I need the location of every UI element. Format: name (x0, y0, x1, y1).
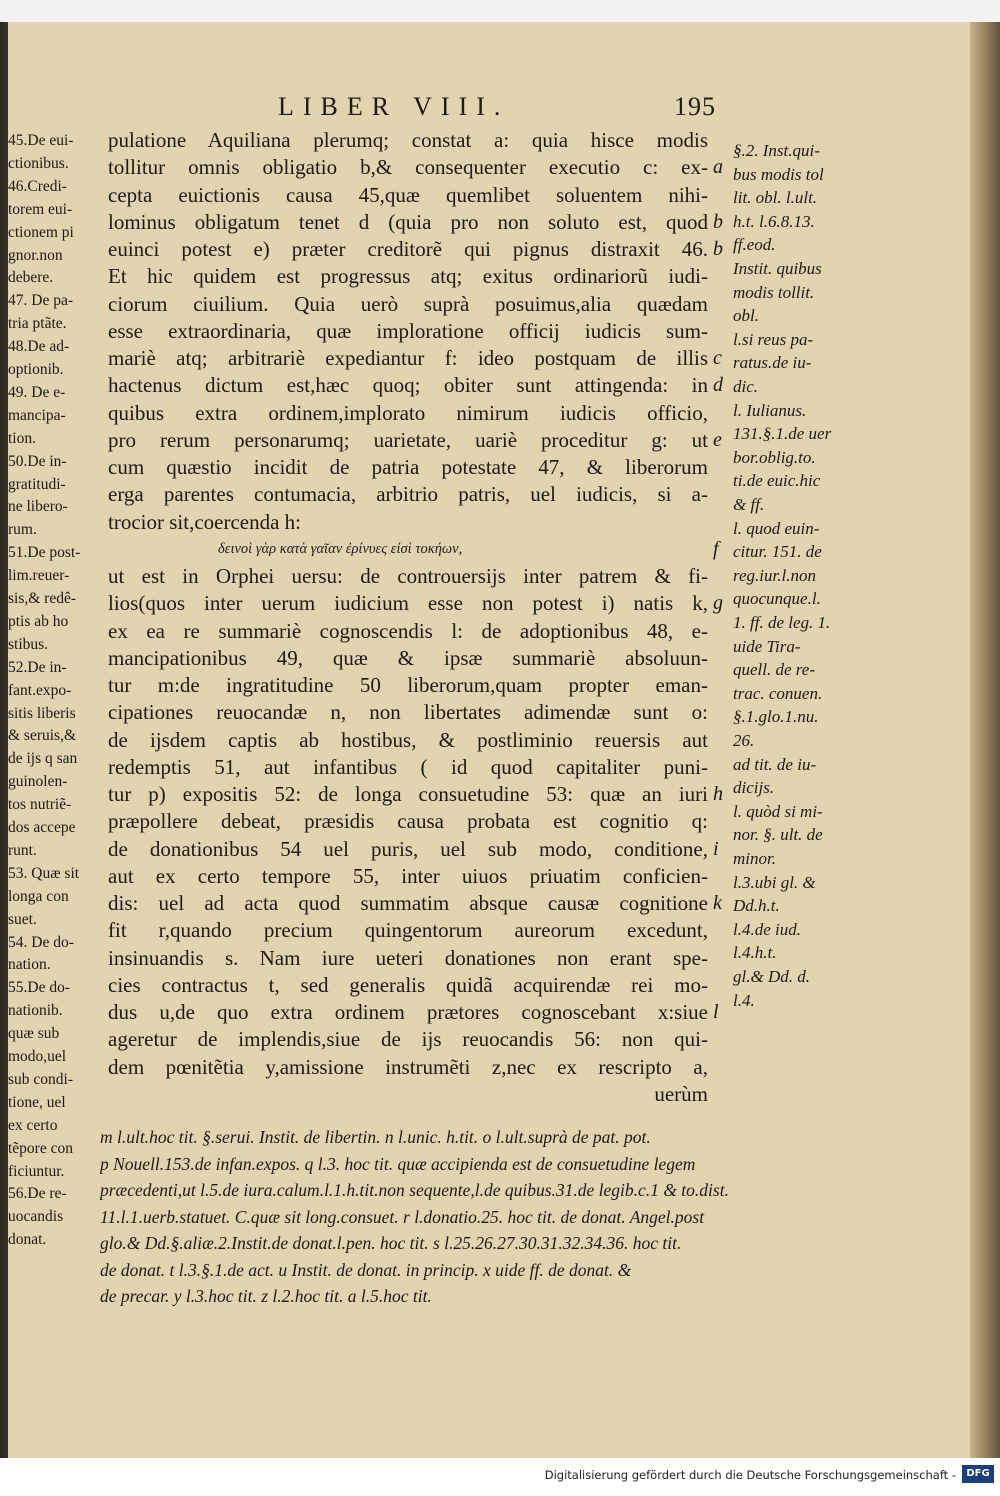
footnote-line: de donat. t l.3.§.1.de act. u Instit. de donat. in princip. x uide ff. de donat. & (100, 1259, 632, 1280)
text-line: trocior sit,coercenda h: (108, 509, 301, 534)
margin-citation-line: ad tit. de iu- (733, 754, 817, 774)
footnote-line: glo.& Dd.§.aliæ.2.Instit.de donat.l.pen. hoc tit. s l.25.26.27.30.31.32.34.36. hoc tit. (100, 1233, 682, 1253)
note-letter: b (713, 238, 723, 260)
text-line: aut ex certo tempore 55, inter uiuos priuatim conficien- (108, 863, 708, 888)
margin-note-line: gratitudi- (8, 475, 66, 493)
text-line: præpollere debeat, præsidis causa probata est cognitio q: (108, 809, 708, 834)
margin-citation-line: modis tollit. (733, 282, 815, 302)
margin-note-line: 56.De re- (8, 1185, 67, 1203)
text-line: tollitur omnis obligatio b,& consequenter executio c: ex- (108, 155, 708, 180)
text-line: insinuandis s. Nam iure ueteri donationes non erant spe- (108, 945, 708, 970)
margin-note-line: rum. (8, 521, 37, 539)
margin-citation-line: h.t. l.6.8.13. (733, 211, 815, 231)
text-line: lominus obligatum tenet d (quia pro non soluto est, quod (108, 209, 708, 234)
margin-citation-line: bor.oblig.to. (733, 447, 816, 467)
text-line: cies contractus t, sed generalis quidã acquirendæ rei mo- (108, 972, 708, 997)
margin-note-line: 45.De eui- (8, 132, 74, 149)
text-line: dus u,de quo extra ordinem prætores cognoscebant x:siue (108, 1000, 708, 1024)
margin-note-line: sis,& redê- (8, 590, 77, 607)
margin-note-line: nationib. (8, 1002, 63, 1020)
margin-note-line: & seruis,& (8, 727, 77, 745)
margin-citation-line: Instit. quibus (733, 259, 822, 278)
margin-citation-line: ti.de euic.hic (733, 471, 821, 491)
margin-note-line: ctionem pi (8, 223, 74, 241)
margin-note-line: quæ sub (8, 1025, 60, 1043)
margin-citation-line: uide Tira- (733, 636, 801, 656)
text-line: cepta euictionis causa 45,quæ quemlibet soluentem nihi- (108, 182, 708, 207)
margin-note-line: 50.De in- (8, 452, 67, 470)
margin-note-line: 47. De pa- (8, 292, 73, 310)
margin-note-line: runt. (8, 841, 37, 859)
margin-note-line: tos nutriẽ- (8, 796, 72, 814)
footnote-line: 11.l.1.uerb.statuet. C.quæ sit long.consuet. r l.donatio.25. hoc tit. de donat. Angel.post (100, 1206, 705, 1227)
margin-citation-line: reg.iur.l.non (733, 565, 816, 585)
margin-citation-line: quell. de re- (733, 660, 815, 680)
margin-citation-line: lit. obl. l.ult. (733, 188, 818, 208)
dfg-logo: DFG (962, 1465, 994, 1483)
text-line: Et hic quidem est progressus atq; exitus ordinariorũ iudi- (108, 264, 708, 289)
margin-citation-line: quocunque.l. (733, 589, 821, 609)
margin-note-line: 53. Quæ sit (8, 864, 80, 882)
text-line: dem pœnitẽtia y,amissione instrumẽti z,nec ex rescripto a, (108, 1054, 708, 1079)
margin-citation-line: 26. (733, 731, 755, 750)
margin-citation-line: l.4.de iud. (733, 919, 801, 939)
margin-note-line: suet. (8, 910, 37, 928)
margin-note-line: optionib. (8, 361, 64, 378)
note-letter: g (713, 592, 723, 615)
margin-note-line: fant.expo- (8, 681, 72, 699)
text-line: esse extraordinaria, quæ imploratione officij iudicis sum- (108, 318, 708, 343)
margin-note-line: tẽpore con (8, 1139, 73, 1157)
margin-note-line: dos accepe (8, 819, 76, 836)
text-line: tur m:de ingratitudine 50 liberorum,quam propter eman- (108, 673, 708, 697)
note-letter: e (713, 428, 722, 451)
text-line: de ijsdem captis ab hostibus, & postliminio reuersis aut (108, 727, 708, 752)
margin-note-line: tione, uel (8, 1093, 66, 1111)
margin-citation-line: l. Iulianus. (733, 400, 807, 420)
page-number: 195 (674, 92, 716, 121)
viewer-top-bar (0, 0, 1000, 22)
margin-citation-line: citur. 151. de (733, 542, 822, 562)
margin-citation-line: §.1.glo.1.nu. (733, 707, 819, 727)
text-line: δεινοὶ γὰρ κατὰ γαῖαν ἐρίνυες εἰσὶ τοκήων, (218, 540, 463, 557)
page-edge-shadow (970, 22, 1000, 1458)
margin-citation-line: obl. (733, 306, 759, 326)
margin-note-line: ptis ab ho (8, 612, 69, 630)
footnote-line: m l.ult.hoc tit. §.serui. Instit. de libertin. n l.unic. h.tit. o l.ult.suprà de pat. pot. (100, 1127, 651, 1147)
margin-note-line: de ijs q san (8, 750, 78, 768)
margin-note-line: ctionibus. (8, 154, 69, 172)
note-letter: l (713, 1001, 719, 1023)
margin-note-line: 51.De post- (8, 544, 81, 562)
margin-note-line: lim.reuer- (8, 567, 70, 585)
note-letter: i (713, 837, 719, 860)
margin-citation-line: minor. (733, 849, 776, 868)
margin-note-line: nation. (8, 956, 51, 974)
margin-note-line: 48.De ad- (8, 338, 70, 356)
footnote-line: de precar. y l.3.hoc tit. z l.2.hoc tit. a l.5.hoc tit. (100, 1286, 432, 1306)
text-line: dis: uel ad acta quod summatim absque causæ cognitione (108, 891, 708, 915)
margin-citation-line: dicijs. (733, 778, 775, 798)
margin-note-line: uocandis (8, 1208, 64, 1226)
margin-note-line: stibus. (8, 635, 49, 653)
margin-citation-line: l.3.ubi gl. & (733, 872, 816, 892)
margin-note-line: sub condi- (8, 1070, 74, 1088)
margin-citation-line: l.4.h.t. (733, 943, 777, 963)
margin-note-line: 52.De in- (8, 658, 67, 676)
margin-citation-line: §.2. Inst.qui- (733, 141, 820, 160)
margin-citation-line: l. quòd si mi- (733, 801, 823, 821)
margin-citation-line: ff.eod. (733, 235, 776, 255)
note-letter: b (713, 210, 723, 233)
margin-note-line: ne libero- (8, 498, 68, 516)
margin-citation-line: gl.& Dd. d. (733, 967, 810, 986)
text-line: pulatione Aquiliana plerumq; constat a: quia hisce modis (108, 128, 708, 152)
margin-note-line: modo,uel (8, 1048, 67, 1065)
margin-citation-line: l.si reus pa- (733, 329, 814, 349)
note-letter: d (713, 374, 723, 397)
margin-note-line: tion. (8, 429, 36, 447)
note-letter: k (713, 892, 722, 914)
text-line: mancipationibus 49, quæ & ipsæ summariè absoluun- (108, 645, 708, 670)
margin-citation-line: nor. §. ult. de (733, 825, 823, 845)
text-line: hactenus dictum est,hæc quoq; obiter sunt attingenda: in (108, 373, 708, 398)
footer-credit: Digitalisierung gefördert durch die Deutsche Forschungsgemeinschaft - (544, 1468, 956, 1482)
margin-note-line: 46.Credi- (8, 177, 67, 195)
text-line: de donationibus 54 uel puris, uel sub modo, conditione, (108, 836, 708, 861)
note-letter: a (713, 156, 723, 179)
footer-bar (0, 1458, 1000, 1496)
footnote-line: præcedenti,ut l.5.de iura.calum.l.1.h.tit.non sequente,l.de quibus.31.de legib.c.1 & to.dist. (100, 1180, 729, 1200)
text-line: ut est in Orphei uersu: de controuersijs inter patrem & fi- (108, 564, 708, 588)
margin-citation-line: bus modis tol (733, 164, 824, 184)
text-line: mariè atq; arbitrariè expediantur f: ideo postquam de illis (108, 346, 708, 370)
margin-note-line: tria ptãte. (8, 315, 67, 333)
text-line: euinci potest e) præter creditorẽ qui pignus distraxit 46. (108, 237, 708, 261)
margin-note-line: sitis liberis (8, 704, 76, 722)
margin-citation-line: 1. ff. de leg. 1. (733, 613, 831, 632)
margin-note-line: 54. De do- (8, 933, 74, 951)
margin-citation-line: ratus.de iu- (733, 353, 812, 373)
margin-note-line: guinolen- (8, 773, 68, 791)
margin-citation-line: Dd.h.t. (733, 896, 780, 916)
margin-note-line: mancipa- (8, 406, 66, 424)
margin-citation-line: 131.§.1.de uer (733, 424, 832, 444)
margin-note-line: 49. De e- (8, 383, 66, 401)
text-line: tur p) expositis 52: de longa consuetudine 53: quæ an iuri (108, 782, 708, 806)
running-title: LIBER VIII. (278, 92, 510, 121)
text-line: redemptis 51, aut infantibus ( id quod capitaliter puni- (108, 754, 708, 779)
text-line: uerùm (654, 1081, 708, 1106)
margin-note-line: ficiuntur. (8, 1162, 65, 1180)
margin-note-line: 55.De do- (8, 979, 70, 997)
margin-citation-line: l.4. (733, 990, 755, 1010)
margin-citation-line: & ff. (733, 495, 765, 514)
text-line: fit r,quando precium quingentorum aureorum excedunt, (108, 918, 708, 943)
note-letter: c (713, 347, 722, 369)
margin-citation-line: trac. conuen. (733, 683, 823, 703)
margin-note-line: torem eui- (8, 200, 73, 218)
footnote-line: p Nouell.153.de infan.expos. q l.3. hoc tit. quæ accipienda est de consuetudine legem (100, 1153, 696, 1174)
margin-note-line: donat. (8, 1231, 47, 1249)
text-line: cipationes reuocandæ n, non libertates adimendæ sunt o: (108, 700, 708, 725)
text-line: pro rerum personarumq; uarietate, uariè proceditur g: ut (108, 427, 708, 452)
text-line: ageretur de implendis,siue de ijs reuocandis 56: non qui- (108, 1027, 708, 1052)
note-letter: f (713, 537, 719, 560)
note-letter: h (713, 783, 723, 805)
text-line: erga parentes contumacia, arbitrio patris, uel iudicis, si a- (108, 482, 708, 507)
margin-note-line: ex certo (8, 1116, 58, 1134)
margin-note-line: longa con (8, 887, 69, 905)
scanned-page (8, 22, 970, 1458)
text-line: lios(quos inter uerum iudicium esse non potest i) natis k, (108, 591, 708, 616)
margin-citation-line: dic. (733, 377, 759, 396)
margin-note-line: debere. (8, 269, 54, 287)
text-line: ex ea re summariè cognoscendis l: de adoptionibus 48, e- (108, 618, 708, 643)
text-line: cum quæstio incidit de patria potestate 47, & liberorum (108, 455, 708, 479)
text-line: ciorum ciuilium. Quia uerò suprà posuimus,alia quædam (108, 291, 708, 316)
margin-note-line: gnor.non (8, 246, 63, 264)
text-line: quibus extra ordinem,implorato nimirum iudicis officio, (108, 400, 708, 425)
margin-citation-line: l. quod euin- (733, 518, 820, 538)
